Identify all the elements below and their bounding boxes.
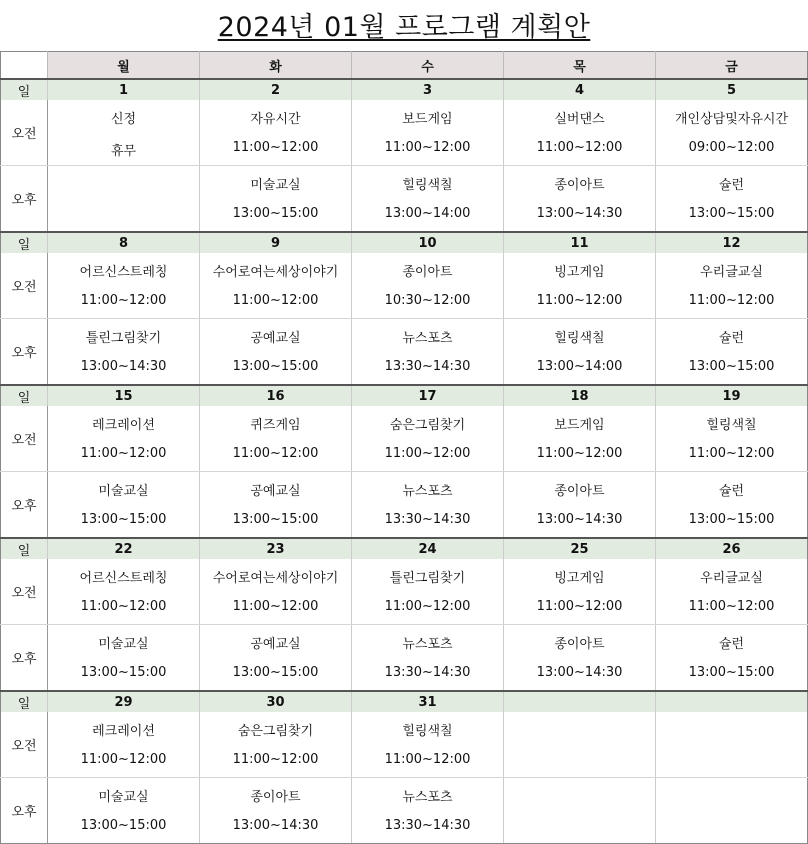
day-label: 일	[1, 385, 48, 406]
afternoon-label: 오후	[1, 319, 48, 386]
program-name: 힐링색칠	[554, 331, 605, 346]
week-date-row	[1, 385, 808, 406]
date-cell: 2	[200, 79, 352, 100]
program-name: 레크레이션	[92, 724, 155, 739]
program-time: 13:00~14:30	[80, 359, 167, 374]
date-cell: 22	[48, 538, 200, 559]
program-name: 실버댄스	[554, 112, 605, 127]
date-cell: 24	[352, 538, 504, 559]
header-corner	[1, 52, 48, 80]
program-cell	[504, 625, 656, 692]
date-cell: 1	[48, 79, 200, 100]
program-cell	[656, 472, 808, 539]
program-time: 13:00~14:30	[232, 818, 319, 833]
date-cell: 12	[656, 232, 808, 253]
program-cell	[48, 712, 200, 778]
date-cell: 9	[200, 232, 352, 253]
schedule-table	[0, 51, 808, 844]
page-title-text: 2024년 01월 프로그램 계획안	[217, 12, 591, 43]
date-cell	[656, 691, 808, 712]
date-cell: 10	[352, 232, 504, 253]
afternoon-row	[1, 472, 808, 539]
program-cell	[352, 472, 504, 539]
program-time: 휴무	[110, 144, 137, 159]
program-cell	[200, 472, 352, 539]
date-cell: 18	[504, 385, 656, 406]
week-date-row	[1, 538, 808, 559]
program-time: 11:00~12:00	[536, 140, 623, 155]
afternoon-row	[1, 625, 808, 692]
program-time: 13:00~14:00	[384, 206, 471, 221]
program-time: 13:00~15:00	[232, 206, 319, 221]
program-name: 종이아트	[554, 637, 605, 652]
program-cell	[504, 319, 656, 386]
program-name: 공예교실	[250, 484, 301, 499]
program-name: 우리글교실	[700, 265, 763, 280]
program-time: 13:00~14:30	[536, 512, 623, 527]
program-cell	[352, 712, 504, 778]
program-name: 슐런	[718, 331, 745, 346]
program-name: 미술교실	[98, 637, 149, 652]
program-name: 보드게임	[554, 418, 605, 433]
program-time: 13:00~15:00	[80, 665, 167, 680]
program-time: 11:00~12:00	[232, 752, 319, 767]
morning-row	[1, 253, 808, 319]
afternoon-label: 오후	[1, 778, 48, 844]
program-cell	[352, 778, 504, 844]
program-cell	[656, 166, 808, 233]
program-cell	[352, 559, 504, 625]
program-time: 13:00~14:00	[536, 359, 623, 374]
date-cell: 4	[504, 79, 656, 100]
program-time: 13:00~15:00	[688, 206, 775, 221]
program-time: 11:00~12:00	[80, 599, 167, 614]
program-name: 뉴스포츠	[402, 790, 453, 805]
date-cell: 15	[48, 385, 200, 406]
program-name: 어르신스트레칭	[79, 265, 168, 280]
program-cell	[504, 712, 656, 778]
program-name: 틀린그림찾기	[85, 331, 162, 346]
program-name: 종이아트	[554, 178, 605, 193]
date-cell: 26	[656, 538, 808, 559]
program-cell	[48, 166, 200, 233]
weekday-tue: 화	[200, 52, 352, 80]
program-cell	[48, 625, 200, 692]
morning-label: 오전	[1, 559, 48, 625]
date-cell: 8	[48, 232, 200, 253]
program-name: 뉴스포츠	[402, 331, 453, 346]
program-cell	[200, 406, 352, 472]
program-cell	[200, 712, 352, 778]
program-time: 11:00~12:00	[232, 140, 319, 155]
weekday-header-row	[1, 52, 808, 80]
afternoon-row	[1, 166, 808, 233]
program-time: 13:00~15:00	[80, 818, 167, 833]
date-cell: 16	[200, 385, 352, 406]
program-time: 13:00~14:30	[536, 665, 623, 680]
program-cell	[200, 625, 352, 692]
program-name: 자유시간	[250, 112, 301, 127]
program-name: 숨은그림찾기	[389, 418, 466, 433]
program-cell	[504, 166, 656, 233]
program-time: 11:00~12:00	[688, 599, 775, 614]
program-name: 공예교실	[250, 637, 301, 652]
day-label: 일	[1, 79, 48, 100]
program-time: 11:00~12:00	[536, 293, 623, 308]
morning-label: 오전	[1, 712, 48, 778]
program-time: 13:00~15:00	[80, 512, 167, 527]
program-cell	[656, 712, 808, 778]
program-name: 신정	[110, 112, 137, 127]
program-cell	[200, 253, 352, 319]
program-cell	[352, 166, 504, 233]
date-cell	[504, 691, 656, 712]
program-cell	[48, 406, 200, 472]
program-time: 11:00~12:00	[536, 599, 623, 614]
program-cell	[656, 559, 808, 625]
date-cell: 5	[656, 79, 808, 100]
morning-label: 오전	[1, 100, 48, 166]
date-cell: 30	[200, 691, 352, 712]
program-cell	[504, 406, 656, 472]
program-name: 슐런	[718, 178, 745, 193]
morning-label: 오전	[1, 253, 48, 319]
program-name: 숨은그림찾기	[237, 724, 314, 739]
program-time: 11:00~12:00	[688, 293, 775, 308]
program-name: 종이아트	[554, 484, 605, 499]
date-cell: 29	[48, 691, 200, 712]
morning-row	[1, 406, 808, 472]
program-time: 13:00~15:00	[232, 359, 319, 374]
program-cell	[200, 100, 352, 166]
program-name: 빙고게임	[554, 265, 605, 280]
program-name: 수어로여는세상이야기	[212, 571, 339, 586]
program-cell	[504, 100, 656, 166]
program-cell	[656, 406, 808, 472]
program-cell	[352, 319, 504, 386]
morning-row	[1, 712, 808, 778]
program-name: 뉴스포츠	[402, 484, 453, 499]
date-cell: 17	[352, 385, 504, 406]
afternoon-row	[1, 319, 808, 386]
program-name: 레크레이션	[92, 418, 155, 433]
program-cell	[656, 100, 808, 166]
program-cell	[504, 472, 656, 539]
program-time: 13:30~14:30	[384, 818, 471, 833]
program-time: 11:00~12:00	[80, 752, 167, 767]
program-cell	[352, 625, 504, 692]
program-time: 13:00~15:00	[688, 512, 775, 527]
program-name: 빙고게임	[554, 571, 605, 586]
program-name: 틀린그림찾기	[389, 571, 466, 586]
program-name: 퀴즈게임	[250, 418, 301, 433]
date-cell: 31	[352, 691, 504, 712]
page-title	[0, 10, 808, 46]
program-cell	[504, 778, 656, 844]
program-cell	[352, 100, 504, 166]
program-name: 슐런	[718, 637, 745, 652]
date-cell: 3	[352, 79, 504, 100]
morning-row	[1, 559, 808, 625]
program-time: 13:00~15:00	[232, 512, 319, 527]
program-cell	[352, 406, 504, 472]
program-time: 11:00~12:00	[232, 293, 319, 308]
program-cell	[200, 166, 352, 233]
program-time: 13:00~15:00	[688, 359, 775, 374]
morning-row	[1, 100, 808, 166]
program-cell	[48, 472, 200, 539]
program-name: 미술교실	[98, 484, 149, 499]
week-date-row	[1, 232, 808, 253]
afternoon-label: 오후	[1, 166, 48, 233]
program-time: 13:00~15:00	[688, 665, 775, 680]
weekday-mon: 월	[48, 52, 200, 80]
program-name: 보드게임	[402, 112, 453, 127]
program-cell	[48, 100, 200, 166]
program-time: 13:30~14:30	[384, 512, 471, 527]
program-name: 종이아트	[402, 265, 453, 280]
program-cell	[656, 778, 808, 844]
program-cell	[352, 253, 504, 319]
program-cell	[48, 778, 200, 844]
day-label: 일	[1, 232, 48, 253]
program-cell	[200, 559, 352, 625]
program-time: 11:00~12:00	[232, 446, 319, 461]
day-label: 일	[1, 691, 48, 712]
program-cell	[48, 559, 200, 625]
date-cell: 11	[504, 232, 656, 253]
program-time: 10:30~12:00	[384, 293, 471, 308]
week-date-row	[1, 691, 808, 712]
program-cell	[656, 625, 808, 692]
week-date-row	[1, 79, 808, 100]
program-time: 11:00~12:00	[80, 293, 167, 308]
program-time: 11:00~12:00	[232, 599, 319, 614]
date-cell: 19	[656, 385, 808, 406]
program-name: 공예교실	[250, 331, 301, 346]
program-name: 미술교실	[98, 790, 149, 805]
afternoon-label: 오후	[1, 472, 48, 539]
program-name: 힐링색칠	[402, 724, 453, 739]
program-name: 힐링색칠	[402, 178, 453, 193]
program-name: 우리글교실	[700, 571, 763, 586]
afternoon-label: 오후	[1, 625, 48, 692]
program-name: 힐링색칠	[706, 418, 757, 433]
date-cell: 23	[200, 538, 352, 559]
program-time: 11:00~12:00	[688, 446, 775, 461]
program-time: 11:00~12:00	[384, 752, 471, 767]
program-time: 09:00~12:00	[688, 140, 775, 155]
weekday-wed: 수	[352, 52, 504, 80]
program-name: 어르신스트레칭	[79, 571, 168, 586]
program-cell	[48, 253, 200, 319]
program-cell	[656, 253, 808, 319]
program-time: 11:00~12:00	[384, 140, 471, 155]
program-cell	[656, 319, 808, 386]
weekday-thu: 목	[504, 52, 656, 80]
program-name: 뉴스포츠	[402, 637, 453, 652]
program-name: 미술교실	[250, 178, 301, 193]
program-time: 11:00~12:00	[384, 446, 471, 461]
program-time: 13:00~14:30	[536, 206, 623, 221]
program-name: 종이아트	[250, 790, 301, 805]
program-name: 수어로여는세상이야기	[212, 265, 339, 280]
program-cell	[200, 319, 352, 386]
program-time: 11:00~12:00	[384, 599, 471, 614]
program-time: 13:00~15:00	[232, 665, 319, 680]
program-time: 11:00~12:00	[536, 446, 623, 461]
program-time: 13:30~14:30	[384, 665, 471, 680]
program-name: 개인상담및자유시간	[674, 112, 789, 127]
weekday-fri: 금	[656, 52, 808, 80]
afternoon-row	[1, 778, 808, 844]
program-name: 슐런	[718, 484, 745, 499]
program-cell	[504, 253, 656, 319]
program-cell	[504, 559, 656, 625]
date-cell: 25	[504, 538, 656, 559]
morning-label: 오전	[1, 406, 48, 472]
program-time: 13:30~14:30	[384, 359, 471, 374]
program-cell	[48, 319, 200, 386]
program-cell	[200, 778, 352, 844]
program-time: 11:00~12:00	[80, 446, 167, 461]
day-label: 일	[1, 538, 48, 559]
